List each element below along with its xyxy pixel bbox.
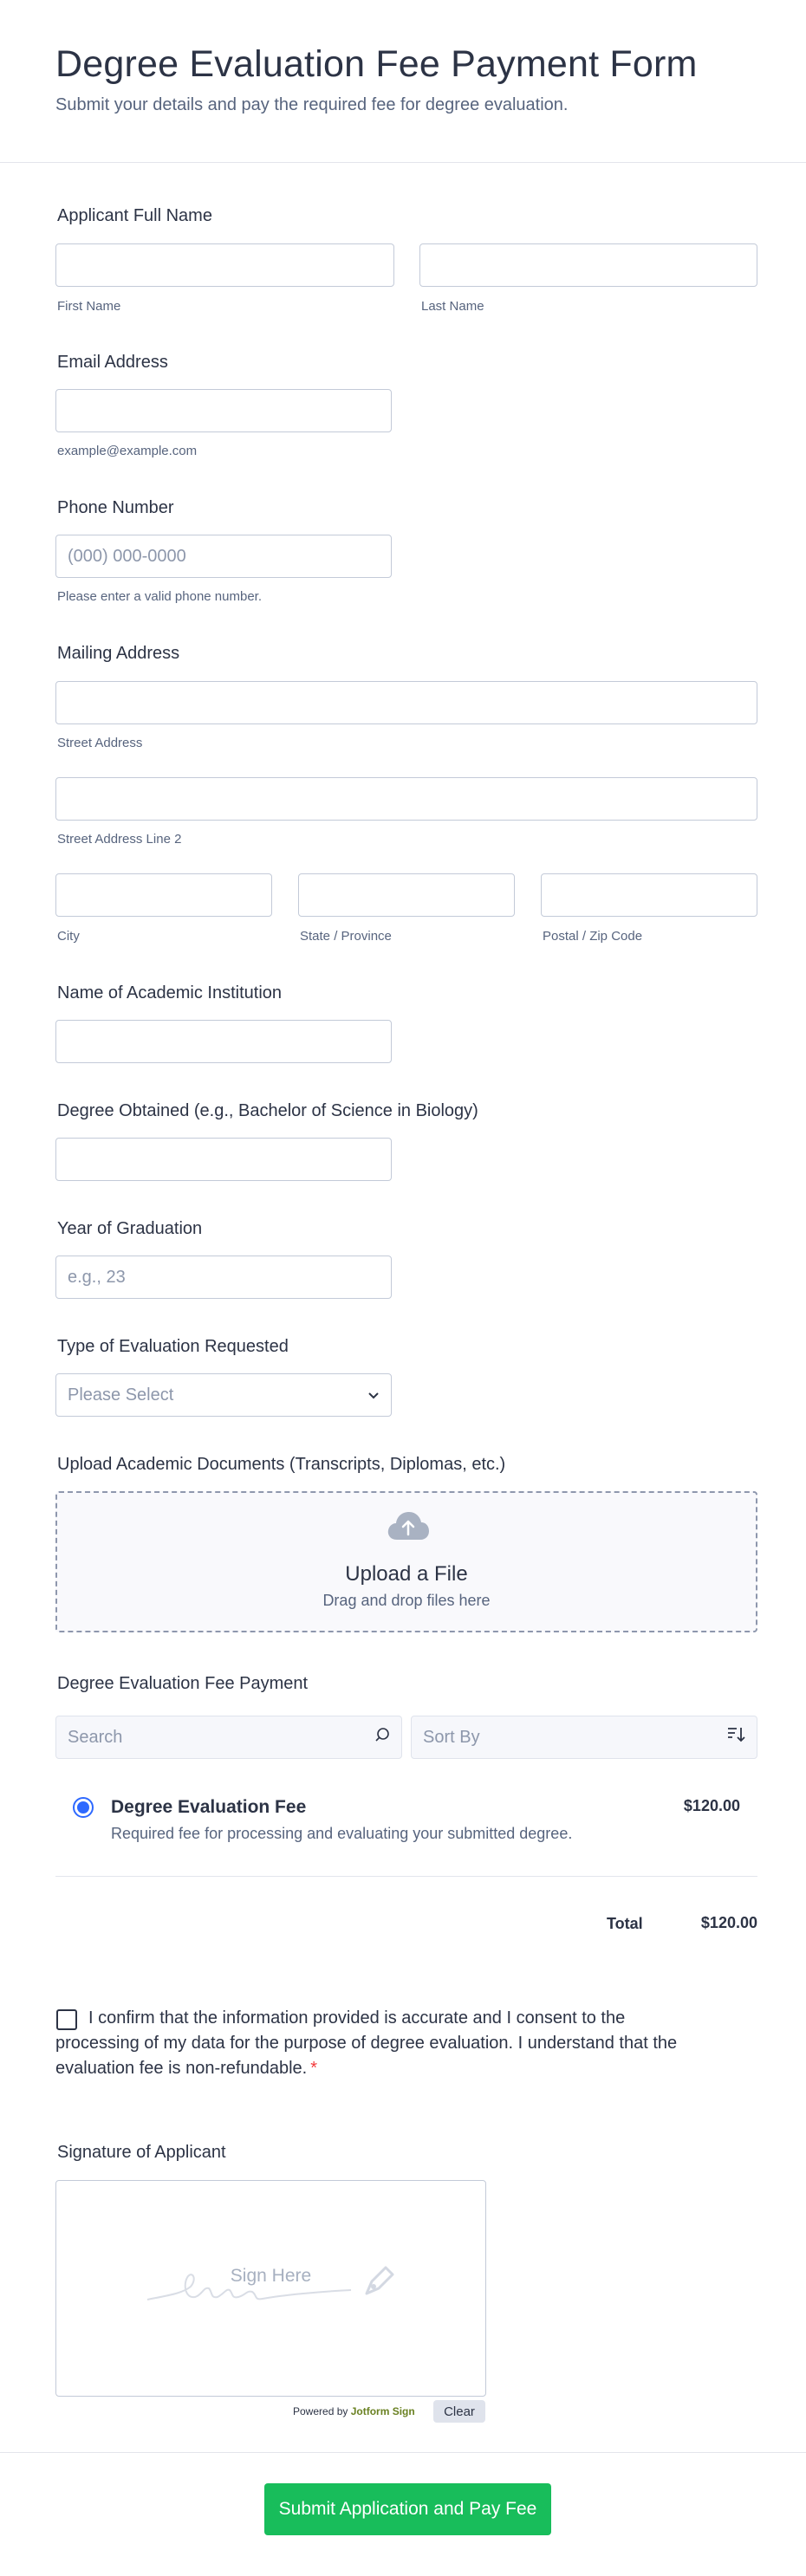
search-icon <box>374 1727 390 1748</box>
total-label: Total <box>607 1915 643 1932</box>
street-address-input[interactable] <box>55 681 757 724</box>
last-name-input[interactable] <box>419 243 757 287</box>
phone-placeholder: (000) 000-0000 <box>68 546 186 566</box>
zip-sublabel: Postal / Zip Code <box>543 929 643 944</box>
submit-button[interactable]: Submit Application and Pay Fee <box>264 2483 551 2535</box>
footer-divider <box>0 2452 806 2453</box>
full-name-label: Applicant Full Name <box>57 206 212 225</box>
institution-input[interactable] <box>55 1020 392 1063</box>
year-label: Year of Graduation <box>57 1219 203 1238</box>
year-placeholder: e.g., 23 <box>68 1267 126 1287</box>
city-input[interactable] <box>55 873 272 917</box>
state-input[interactable] <box>298 873 515 917</box>
evaluation-type-label: Type of Evaluation Requested <box>57 1337 289 1356</box>
clear-signature-button[interactable]: Clear <box>433 2400 485 2423</box>
search-placeholder: Search <box>68 1727 123 1747</box>
state-sublabel: State / Province <box>300 929 392 944</box>
year-input[interactable] <box>55 1256 392 1299</box>
form-title: Degree Evaluation Fee Payment Form <box>55 43 698 85</box>
cloud-upload-icon <box>387 1510 430 1541</box>
last-name-sublabel: Last Name <box>421 299 484 314</box>
evaluation-type-placeholder: Please Select <box>68 1385 174 1405</box>
product-name: Degree Evaluation Fee <box>111 1797 307 1817</box>
sort-icon <box>726 1726 745 1749</box>
first-name-input[interactable] <box>55 243 394 287</box>
evaluation-type-select[interactable] <box>55 1373 392 1417</box>
powered-by-text <box>293 2405 415 2417</box>
street-address-line2-input[interactable] <box>55 777 757 821</box>
chevron-down-icon <box>367 1385 380 1405</box>
email-label: Email Address <box>57 353 168 372</box>
jotform-sign-link[interactable]: Jotform Sign <box>350 2405 415 2417</box>
upload-title: Upload a File <box>345 1562 468 1586</box>
street-address-sublabel: Street Address <box>57 736 143 750</box>
form-header <box>0 0 806 163</box>
pen-icon <box>360 2261 400 2305</box>
powered-by-label: Powered by <box>293 2405 348 2417</box>
email-input[interactable] <box>55 389 392 432</box>
first-name-sublabel: First Name <box>57 299 121 314</box>
street-address-line2-sublabel: Street Address Line 2 <box>57 832 182 847</box>
sort-placeholder: Sort By <box>423 1727 480 1747</box>
file-upload-dropzone[interactable] <box>55 1491 757 1632</box>
degree-label: Degree Obtained (e.g., Bachelor of Science in Biology) <box>57 1101 478 1120</box>
upload-subtitle: Drag and drop files here <box>322 1592 491 1609</box>
consent-statement: I confirm that the information provided is accurate and I consent to the processing of my data for the purpose of degree evaluation. I understand that the evaluation fee is non-refundable. <box>55 2008 678 2078</box>
zip-input[interactable] <box>541 873 757 917</box>
phone-input[interactable] <box>55 535 392 578</box>
total-value: $120.00 <box>700 1914 757 1931</box>
phone-label: Phone Number <box>57 498 174 517</box>
institution-label: Name of Academic Institution <box>57 983 283 1002</box>
upload-label: Upload Academic Documents (Transcripts, Diplomas, etc.) <box>57 1455 506 1474</box>
product-price: $120.00 <box>683 1797 740 1814</box>
product-radio[interactable] <box>73 1797 94 1818</box>
address-label: Mailing Address <box>57 644 180 663</box>
sort-by-select[interactable] <box>411 1716 757 1759</box>
form-subtitle: Submit your details and pay the required fee for degree evaluation. <box>55 95 569 114</box>
email-sublabel: example@example.com <box>57 444 198 458</box>
product-search-input[interactable] <box>55 1716 402 1759</box>
consent-text <box>55 2006 679 2081</box>
signature-label: Signature of Applicant <box>57 2143 226 2162</box>
phone-sublabel: Please enter a valid phone number. <box>57 589 262 604</box>
signature-hint: Sign Here <box>230 2266 312 2286</box>
signature-pad[interactable] <box>55 2180 486 2397</box>
required-asterisk: * <box>310 2059 318 2078</box>
payment-divider <box>55 1876 757 1877</box>
city-sublabel: City <box>57 929 80 944</box>
payment-label: Degree Evaluation Fee Payment <box>57 1674 309 1693</box>
degree-input[interactable] <box>55 1138 392 1181</box>
product-description: Required fee for processing and evaluating your submitted degree. <box>111 1825 573 1842</box>
